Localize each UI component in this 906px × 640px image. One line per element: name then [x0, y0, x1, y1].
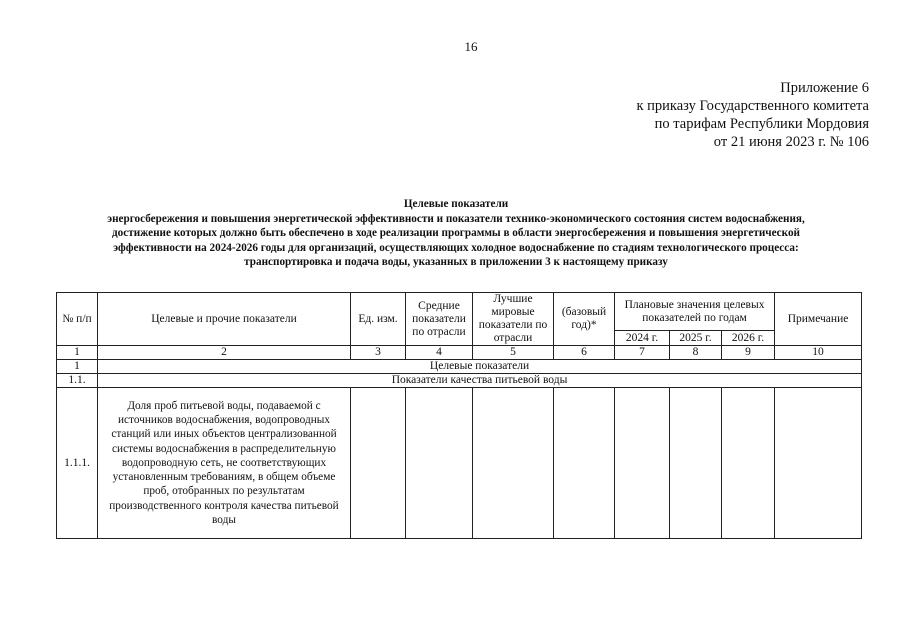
- header-num: № п/п: [57, 293, 98, 346]
- subsection-number: 1.1.: [57, 374, 98, 388]
- cell-average: [406, 388, 473, 539]
- header-unit: Ед. изм.: [351, 293, 406, 346]
- section-number: 1: [57, 360, 98, 374]
- appendix-line-1: Приложение 6: [780, 80, 869, 96]
- row-indicator-text: Доля проб питьевой воды, подаваемой с источников водоснабжения, водопроводных станций или иных объектов централизованной системы водоснабжения в распределительную водопроводную сеть, не соответствующих установленным требованиям, в общем объеме проб, отобранных по результатам производственного контроля качества питьевой воды: [98, 388, 351, 539]
- appendix-line-3: по тарифам Республики Мордовия: [654, 116, 869, 132]
- header-indicators: Целевые и прочие показатели: [98, 293, 351, 346]
- header-planned-values: Плановые значения целевых показателей по годам: [615, 293, 775, 331]
- cell-best-world: [473, 388, 554, 539]
- header-year-2026: 2026 г.: [722, 331, 775, 346]
- column-number: 10: [775, 346, 862, 360]
- column-number: 2: [98, 346, 351, 360]
- cell-2026: [722, 388, 775, 539]
- cell-2024: [615, 388, 670, 539]
- column-number: 6: [554, 346, 615, 360]
- title-line-1: Целевые показатели: [403, 198, 509, 210]
- table-row: [57, 388, 862, 539]
- appendix-line-4: от 21 июня 2023 г. № 106: [713, 134, 869, 150]
- cell-base-year: [554, 388, 615, 539]
- title-line-4: эффективности на 2024-2026 годы для организаций, осуществляющих холодное водоснабжение по стадиям технологического процесса:: [113, 241, 799, 254]
- column-number: 9: [722, 346, 775, 360]
- column-number: 1: [57, 346, 98, 360]
- header-base-year: (базовый год)*: [554, 293, 615, 346]
- column-number: 4: [406, 346, 473, 360]
- cell-note: [775, 388, 862, 539]
- subsection-label: Показатели качества питьевой воды: [98, 374, 862, 388]
- title-line-2: энергосбережения и повышения энергетической эффективности и показатели технико-экономического состояния систем водоснабжения,: [107, 212, 805, 225]
- column-number: 7: [615, 346, 670, 360]
- header-year-2024: 2024 г.: [615, 331, 670, 346]
- header-average: Средние показатели по отрасли: [406, 293, 473, 346]
- header-year-2025: 2025 г.: [670, 331, 722, 346]
- document-title: [40, 197, 872, 270]
- indicators-table: [56, 292, 862, 539]
- header-best-world: Лучшие мировые показатели по отрасли: [473, 293, 554, 346]
- section-row: [57, 360, 862, 374]
- title-line-3: достижение которых должно быть обеспечено в ходе реализации программы в области энергосбережения и повышения энергетической: [112, 227, 800, 240]
- row-number: 1.1.1.: [57, 388, 98, 539]
- column-number: 3: [351, 346, 406, 360]
- page-number: 16: [464, 39, 478, 54]
- subsection-row: [57, 374, 862, 388]
- appendix-line-2: к приказу Государственного комитета: [636, 98, 869, 114]
- column-number: 8: [670, 346, 722, 360]
- column-number: 5: [473, 346, 554, 360]
- section-label: Целевые показатели: [98, 360, 862, 374]
- cell-unit: [351, 388, 406, 539]
- title-line-5: транспортировка и подача воды, указанных в приложении 3 к настоящему приказу: [244, 256, 668, 269]
- appendix-block: [636, 79, 869, 151]
- cell-2025: [670, 388, 722, 539]
- column-numbers-row: [57, 346, 862, 360]
- header-note: Примечание: [775, 293, 862, 346]
